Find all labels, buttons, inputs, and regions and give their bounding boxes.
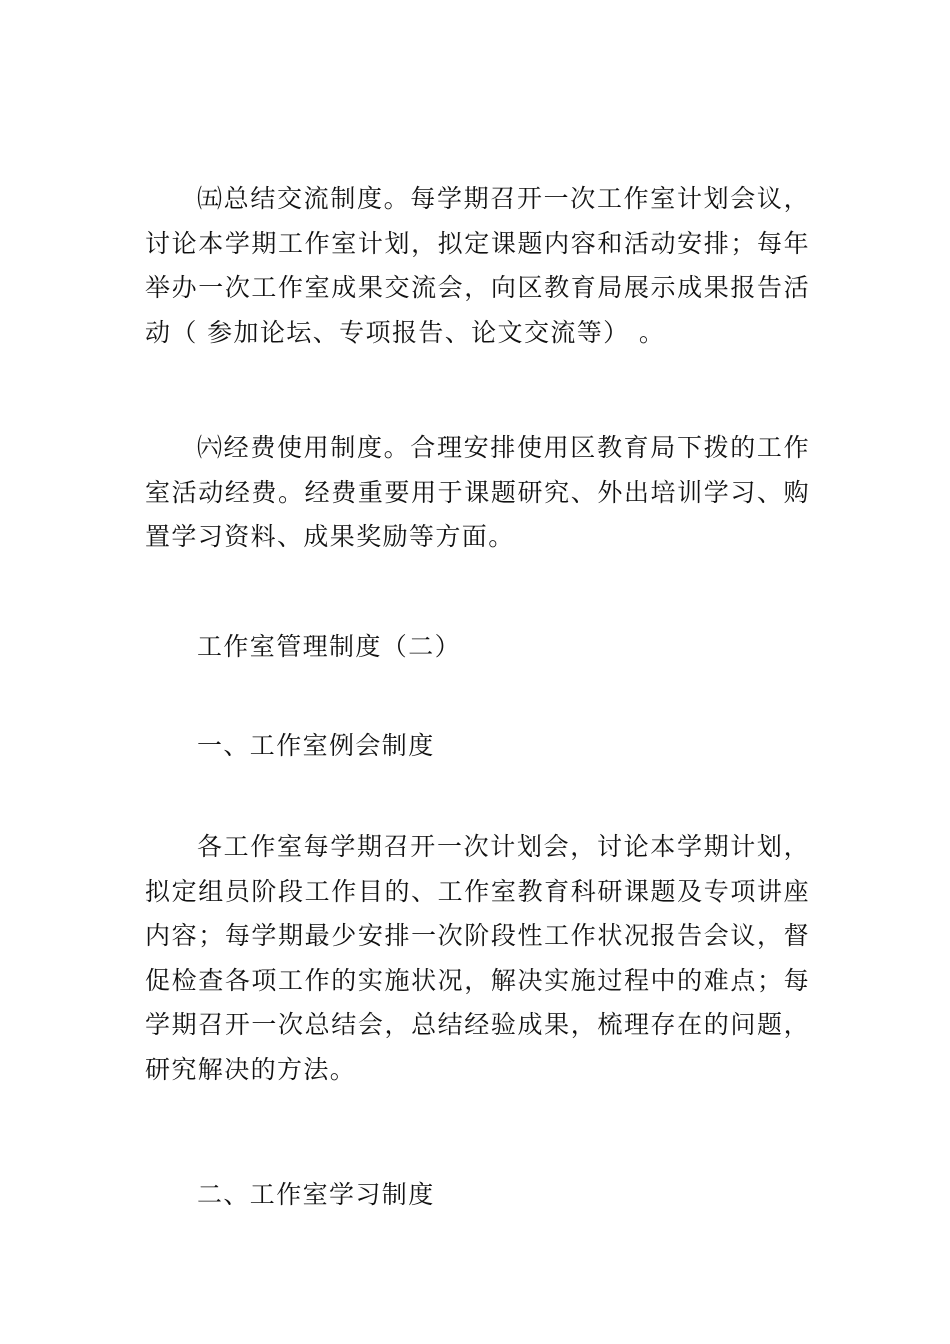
text-line: 各工作室每学期召开一次计划会，讨论本学期计划， <box>197 832 810 861</box>
heading-meeting-system: 一、工作室例会制度 <box>197 731 435 760</box>
paragraph-funding-usage <box>145 426 810 560</box>
heading-study-system: 二、工作室学习制度 <box>197 1180 435 1209</box>
text-line: 内容；每学期最少安排一次阶段性工作状况报告会议，督 <box>145 921 810 950</box>
text-line: 研究解决的方法。 <box>145 1054 357 1084</box>
text-line: 动（ 参加论坛、专项报告、论文交流等） 。 <box>145 317 666 347</box>
text-line: 举办一次工作室成果交流会，向区教育局展示成果报告活 <box>145 273 810 302</box>
text-line: 拟定组员阶段工作目的、工作室教育科研课题及专项讲座 <box>145 876 810 906</box>
text-line: ㈤总结交流制度。每学期召开一次工作室计划会议， <box>197 184 810 213</box>
paragraph-summary-exchange <box>145 177 810 355</box>
text-line: ㈥经费使用制度。合理安排使用区教育局下拨的工作 <box>197 433 810 462</box>
text-line: 促检查各项工作的实施状况，解决实施过程中的难点；每 <box>145 965 810 995</box>
paragraph-meeting-system <box>145 825 810 1092</box>
section-title: 工作室管理制度（二） <box>197 632 462 661</box>
text-line: 室活动经费。经费重要用于课题研究、外出培训学习、购 <box>145 477 810 507</box>
text-line: 讨论本学期工作室计划，拟定课题内容和活动安排；每年 <box>145 228 810 258</box>
text-line: 学期召开一次总结会，总结经验成果，梳理存在的问题， <box>145 1010 810 1039</box>
text-line: 置学习资料、成果奖励等方面。 <box>145 522 515 551</box>
